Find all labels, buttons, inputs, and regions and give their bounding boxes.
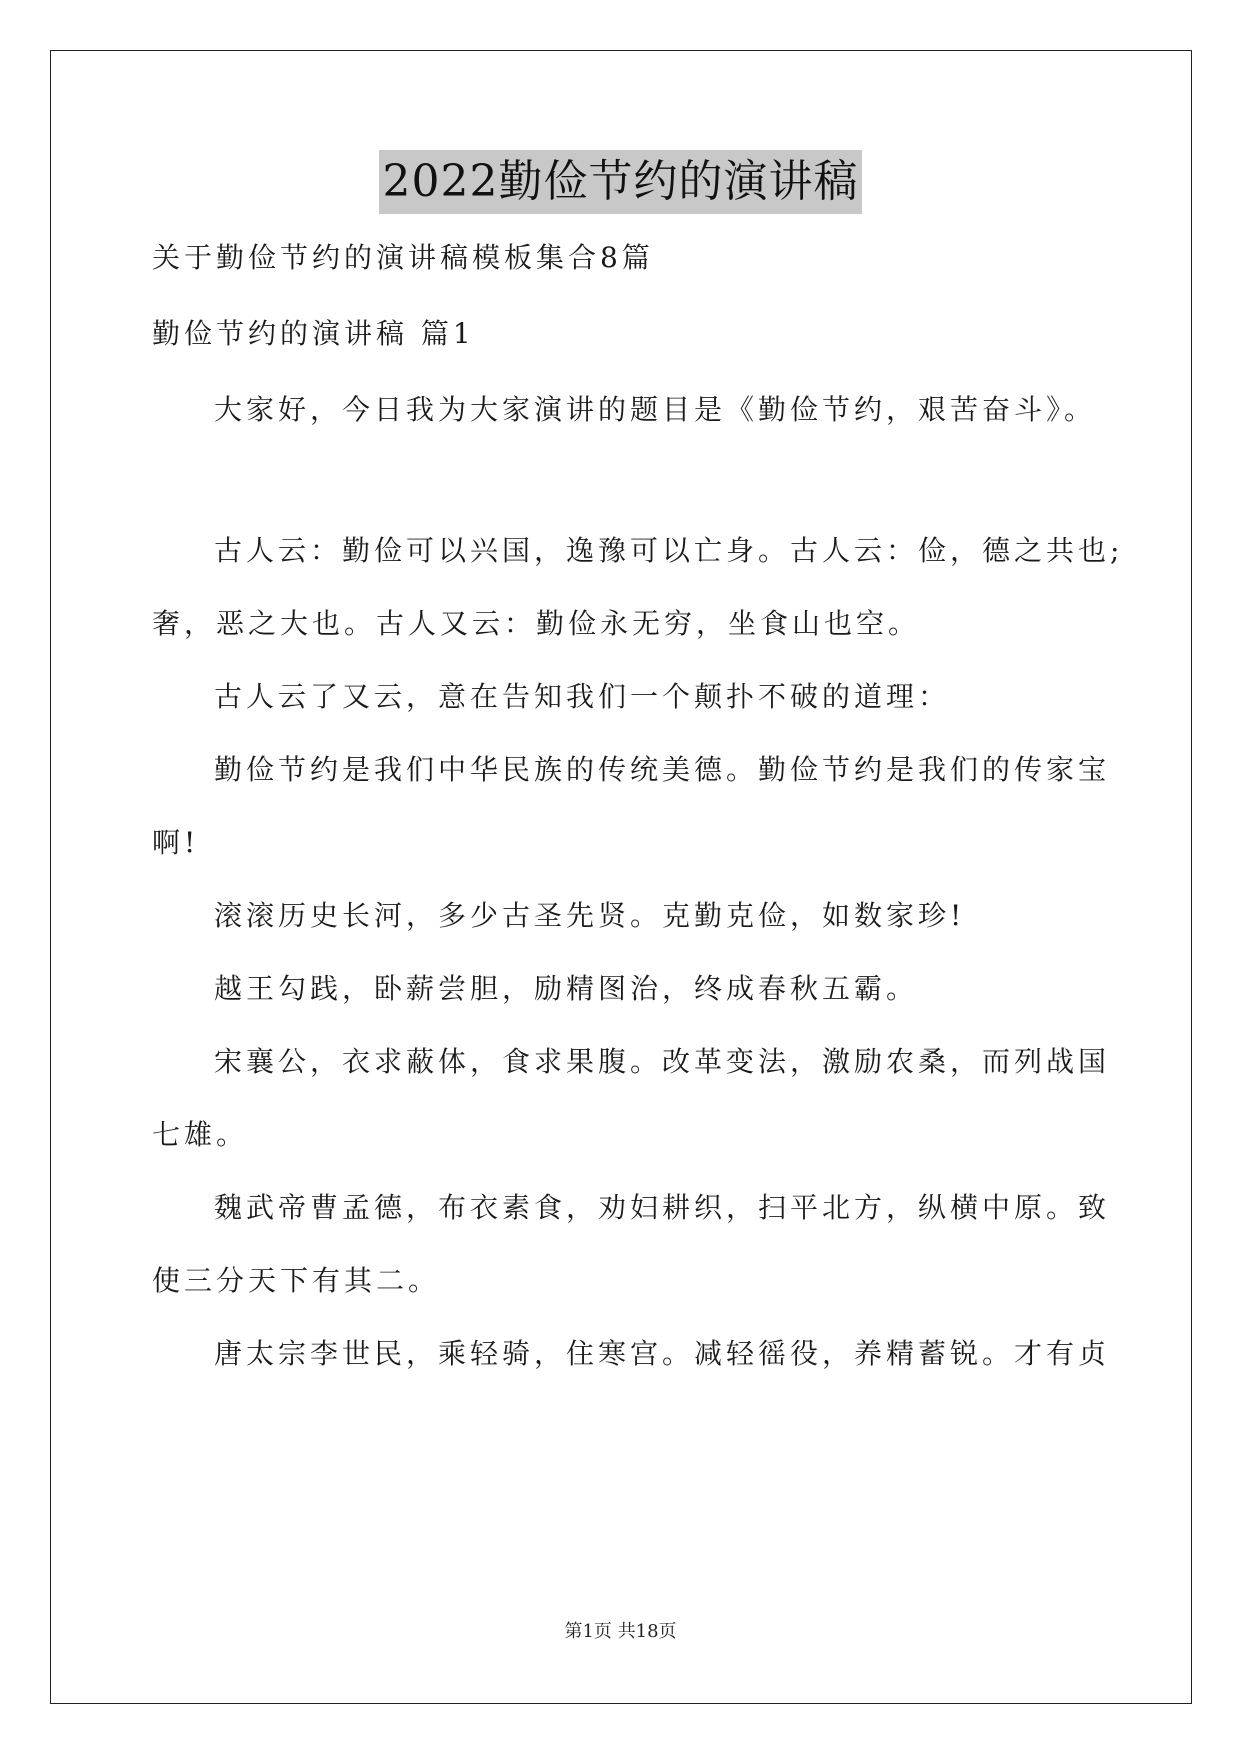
- paragraph-line: 唐太宗李世民，乘轻骑，住寒宫。减轻徭役，养精蓄锐。才有贞: [214, 1337, 1111, 1370]
- paragraph-line: 啊!: [152, 826, 200, 859]
- paragraph-line: 魏武帝曹孟德，布衣素食，劝妇耕织，扫平北方，纵横中原。致: [214, 1191, 1111, 1224]
- paragraph-line: 七雄。: [152, 1118, 249, 1151]
- paragraph-line: 越王勾践，卧薪尝胆，励精图治，终成春秋五霸。: [214, 972, 919, 1005]
- page-border: [50, 50, 1192, 1704]
- paragraph-line: 滚滚历史长河，多少古圣先贤。克勤克俭，如数家珍!: [214, 899, 966, 932]
- paragraph-line: 宋襄公，衣求蔽体，食求果腹。改革变法，激励农桑，而列战国: [214, 1045, 1111, 1078]
- paragraph-line: 勤俭节约是我们中华民族的传统美德。勤俭节约是我们的传家宝: [214, 753, 1111, 786]
- document-subtitle: 关于勤俭节约的演讲稿模板集合8篇: [152, 241, 654, 274]
- document-title: 2022勤俭节约的演讲稿: [379, 150, 863, 214]
- paragraph-line: 大家好，今日我为大家演讲的题目是《勤俭节约，艰苦奋斗》。: [214, 393, 1097, 426]
- page-footer: 第1页 共18页: [564, 1621, 677, 1642]
- paragraph-line: 使三分天下有其二。: [152, 1264, 441, 1297]
- section-heading: 勤俭节约的演讲稿 篇1: [152, 317, 475, 350]
- paragraph-line: 奢，恶之大也。古人又云：勤俭永无穷，坐食山也空。: [152, 607, 921, 640]
- paragraph-line: 古人云：勤俭可以兴国，逸豫可以亡身。古人云：俭，德之共也;: [214, 534, 1124, 567]
- document-title-container: [0, 150, 1241, 214]
- paragraph-line: 古人云了又云，意在告知我们一个颠扑不破的道理：: [214, 680, 951, 713]
